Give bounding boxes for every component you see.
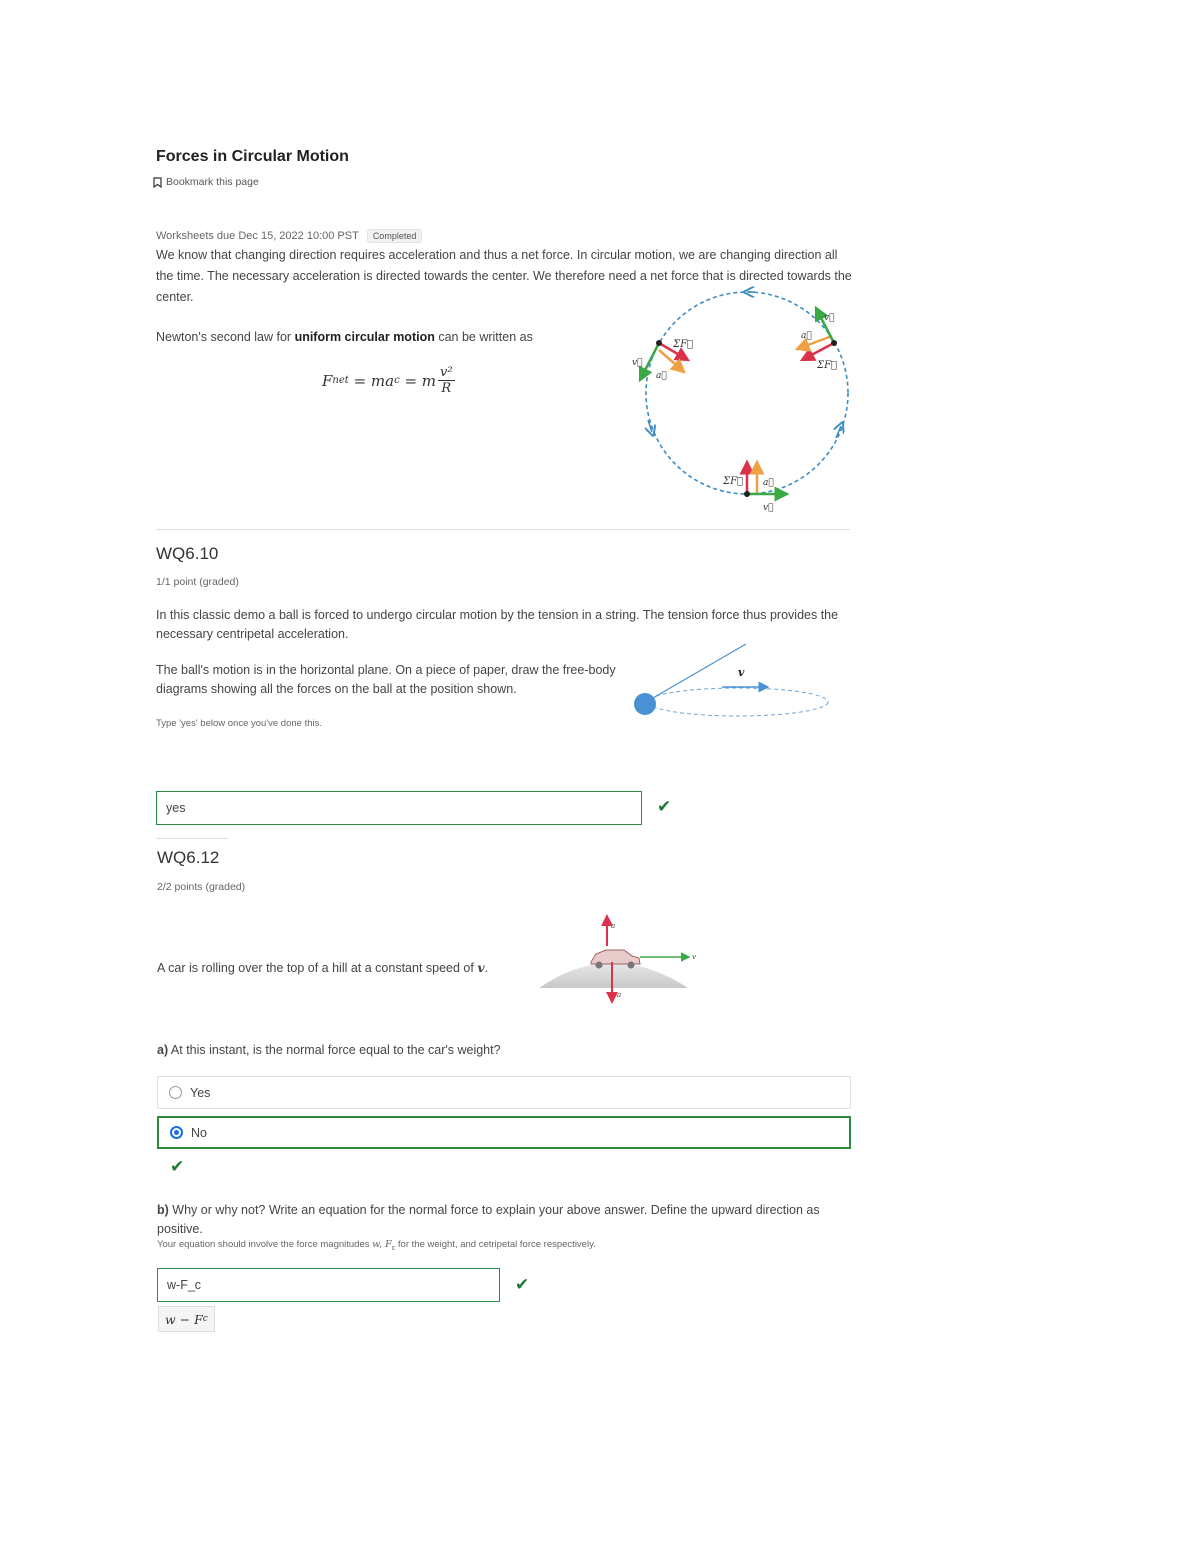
right-a-label: a⃗ (801, 331, 812, 341)
question-divider (156, 838, 228, 839)
choice-no-label: No (191, 1125, 207, 1140)
part-b-text: Why or why not? Write an equation for the normal force to explain your above answer. Define the upward direction as positive. (157, 1203, 820, 1236)
q610-text: In this classic demo a ball is forced to undergo circular motion by the tension in a string. The tension force thus provides the necessary centripetal acceleration. (156, 608, 839, 641)
part-a-correct-icon: ✔ (170, 1157, 185, 1176)
right-arrow-label: v (692, 953, 696, 961)
bottom-position-dot (744, 491, 750, 497)
part-a-label: a) (157, 1043, 169, 1057)
part-b-hint-vars: w, F (372, 1239, 392, 1250)
due-date-line (156, 229, 422, 243)
formula-eq2: = m (399, 371, 437, 390)
q610-answer-input[interactable] (156, 791, 642, 825)
math-preview (158, 1306, 215, 1332)
q612-title: WQ6.12 (157, 848, 220, 867)
due-date-text: Worksheets due Dec 15, 2022 10:00 PST (156, 230, 359, 242)
down-arrow-label: a (617, 991, 622, 999)
bottom-sumf-label: ΣF⃗ (723, 476, 744, 487)
bottom-a-label: a⃗ (763, 478, 774, 488)
left-sumf-label: ΣF⃗ (673, 339, 694, 350)
string-line (646, 644, 746, 702)
page-title: Forces in Circular Motion (156, 148, 349, 165)
formula-denominator: R (441, 381, 452, 396)
q612-prompt-suffix: . (484, 961, 489, 975)
q610-title: WQ6.10 (156, 544, 219, 563)
newton-bold: uniform circular motion (294, 330, 435, 344)
part-b-correct-icon: ✔ (515, 1275, 530, 1294)
velocity-label: v (738, 666, 745, 679)
q612-prompt-var: v (477, 960, 485, 975)
ball (634, 693, 656, 715)
choice-no[interactable] (157, 1116, 851, 1149)
circular-motion-diagram (620, 280, 870, 520)
hill-shape (539, 963, 688, 988)
bottom-v-label: v⃗ (763, 503, 774, 513)
part-a-question (157, 1041, 501, 1060)
formula-numerator: v² (440, 365, 453, 380)
up-arrow-label: a (611, 922, 616, 930)
bookmark-icon (153, 177, 162, 188)
newton-formula (322, 365, 455, 396)
part-b-hint-prefix: Your equation should involve the force magnitudes (157, 1239, 373, 1250)
math-preview-sub: c (202, 1314, 208, 1324)
right-v-label: v⃗ (824, 313, 835, 323)
q610-correct-icon: ✔ (657, 797, 672, 816)
choice-yes-label: Yes (190, 1085, 211, 1100)
section-divider (156, 529, 850, 530)
formula-mid-sub: c (394, 375, 400, 386)
left-a-label: a⃗ (656, 371, 667, 381)
left-v-label: v⃗ (632, 358, 643, 368)
formula-mid: = ma (348, 371, 395, 390)
radio-yes[interactable] (169, 1086, 182, 1099)
newton-suffix: can be written as (434, 330, 533, 344)
choice-yes[interactable] (157, 1076, 851, 1109)
right-sumf-label: ΣF⃗ (817, 360, 838, 371)
q612-prompt-prefix: A car is rolling over the top of a hill at a constant speed of (157, 961, 478, 975)
formula-lhs-sub: net (332, 375, 349, 386)
formula-lhs: F (322, 371, 333, 390)
q612-points: 2/2 points (graded) (157, 881, 246, 893)
ball-string-diagram (625, 638, 840, 723)
part-a-text: At this instant, is the normal force equal to the car's weight? (168, 1043, 501, 1057)
status-badge: Completed (367, 229, 423, 243)
left-accel-arrow (659, 350, 684, 372)
part-b-question (157, 1201, 847, 1239)
part-b-hint (157, 1239, 596, 1252)
car-hill-diagram (536, 908, 711, 1008)
radio-no[interactable] (170, 1126, 183, 1139)
part-b-answer-input[interactable] (157, 1268, 500, 1302)
q612-prompt (157, 958, 488, 978)
formula-fraction (438, 365, 455, 396)
left-position-dot (656, 340, 662, 346)
q610-instructions: The ball's motion is in the horizontal plane. On a piece of paper, draw the free-body diagrams showing all the forces on the ball at the position shown. (156, 663, 616, 696)
bookmark-label: Bookmark this page (166, 176, 259, 188)
right-position-dot (831, 340, 837, 346)
math-preview-text: w − F (165, 1311, 203, 1327)
part-b-hint-sub: c (391, 1244, 396, 1252)
ball-path-ellipse (648, 688, 828, 716)
bookmark-button[interactable] (153, 176, 259, 188)
q610-points: 1/1 point (graded) (156, 576, 239, 588)
part-b-hint-suffix: for the weight, and cetripetal force respectively. (395, 1239, 596, 1250)
intro-paragraph: We know that changing direction requires acceleration and thus a net force. In circular motion, we are changing direction all the time. The necessary acceleration is directed towards the center. We therefore need a net force that is directed towards the center. (156, 248, 852, 304)
newton-prefix: Newton's second law for (156, 330, 295, 344)
newton-law-text (156, 330, 533, 344)
part-b-label: b) (157, 1203, 169, 1217)
q610-hint: Type 'yes' below once you've done this. (156, 718, 322, 729)
